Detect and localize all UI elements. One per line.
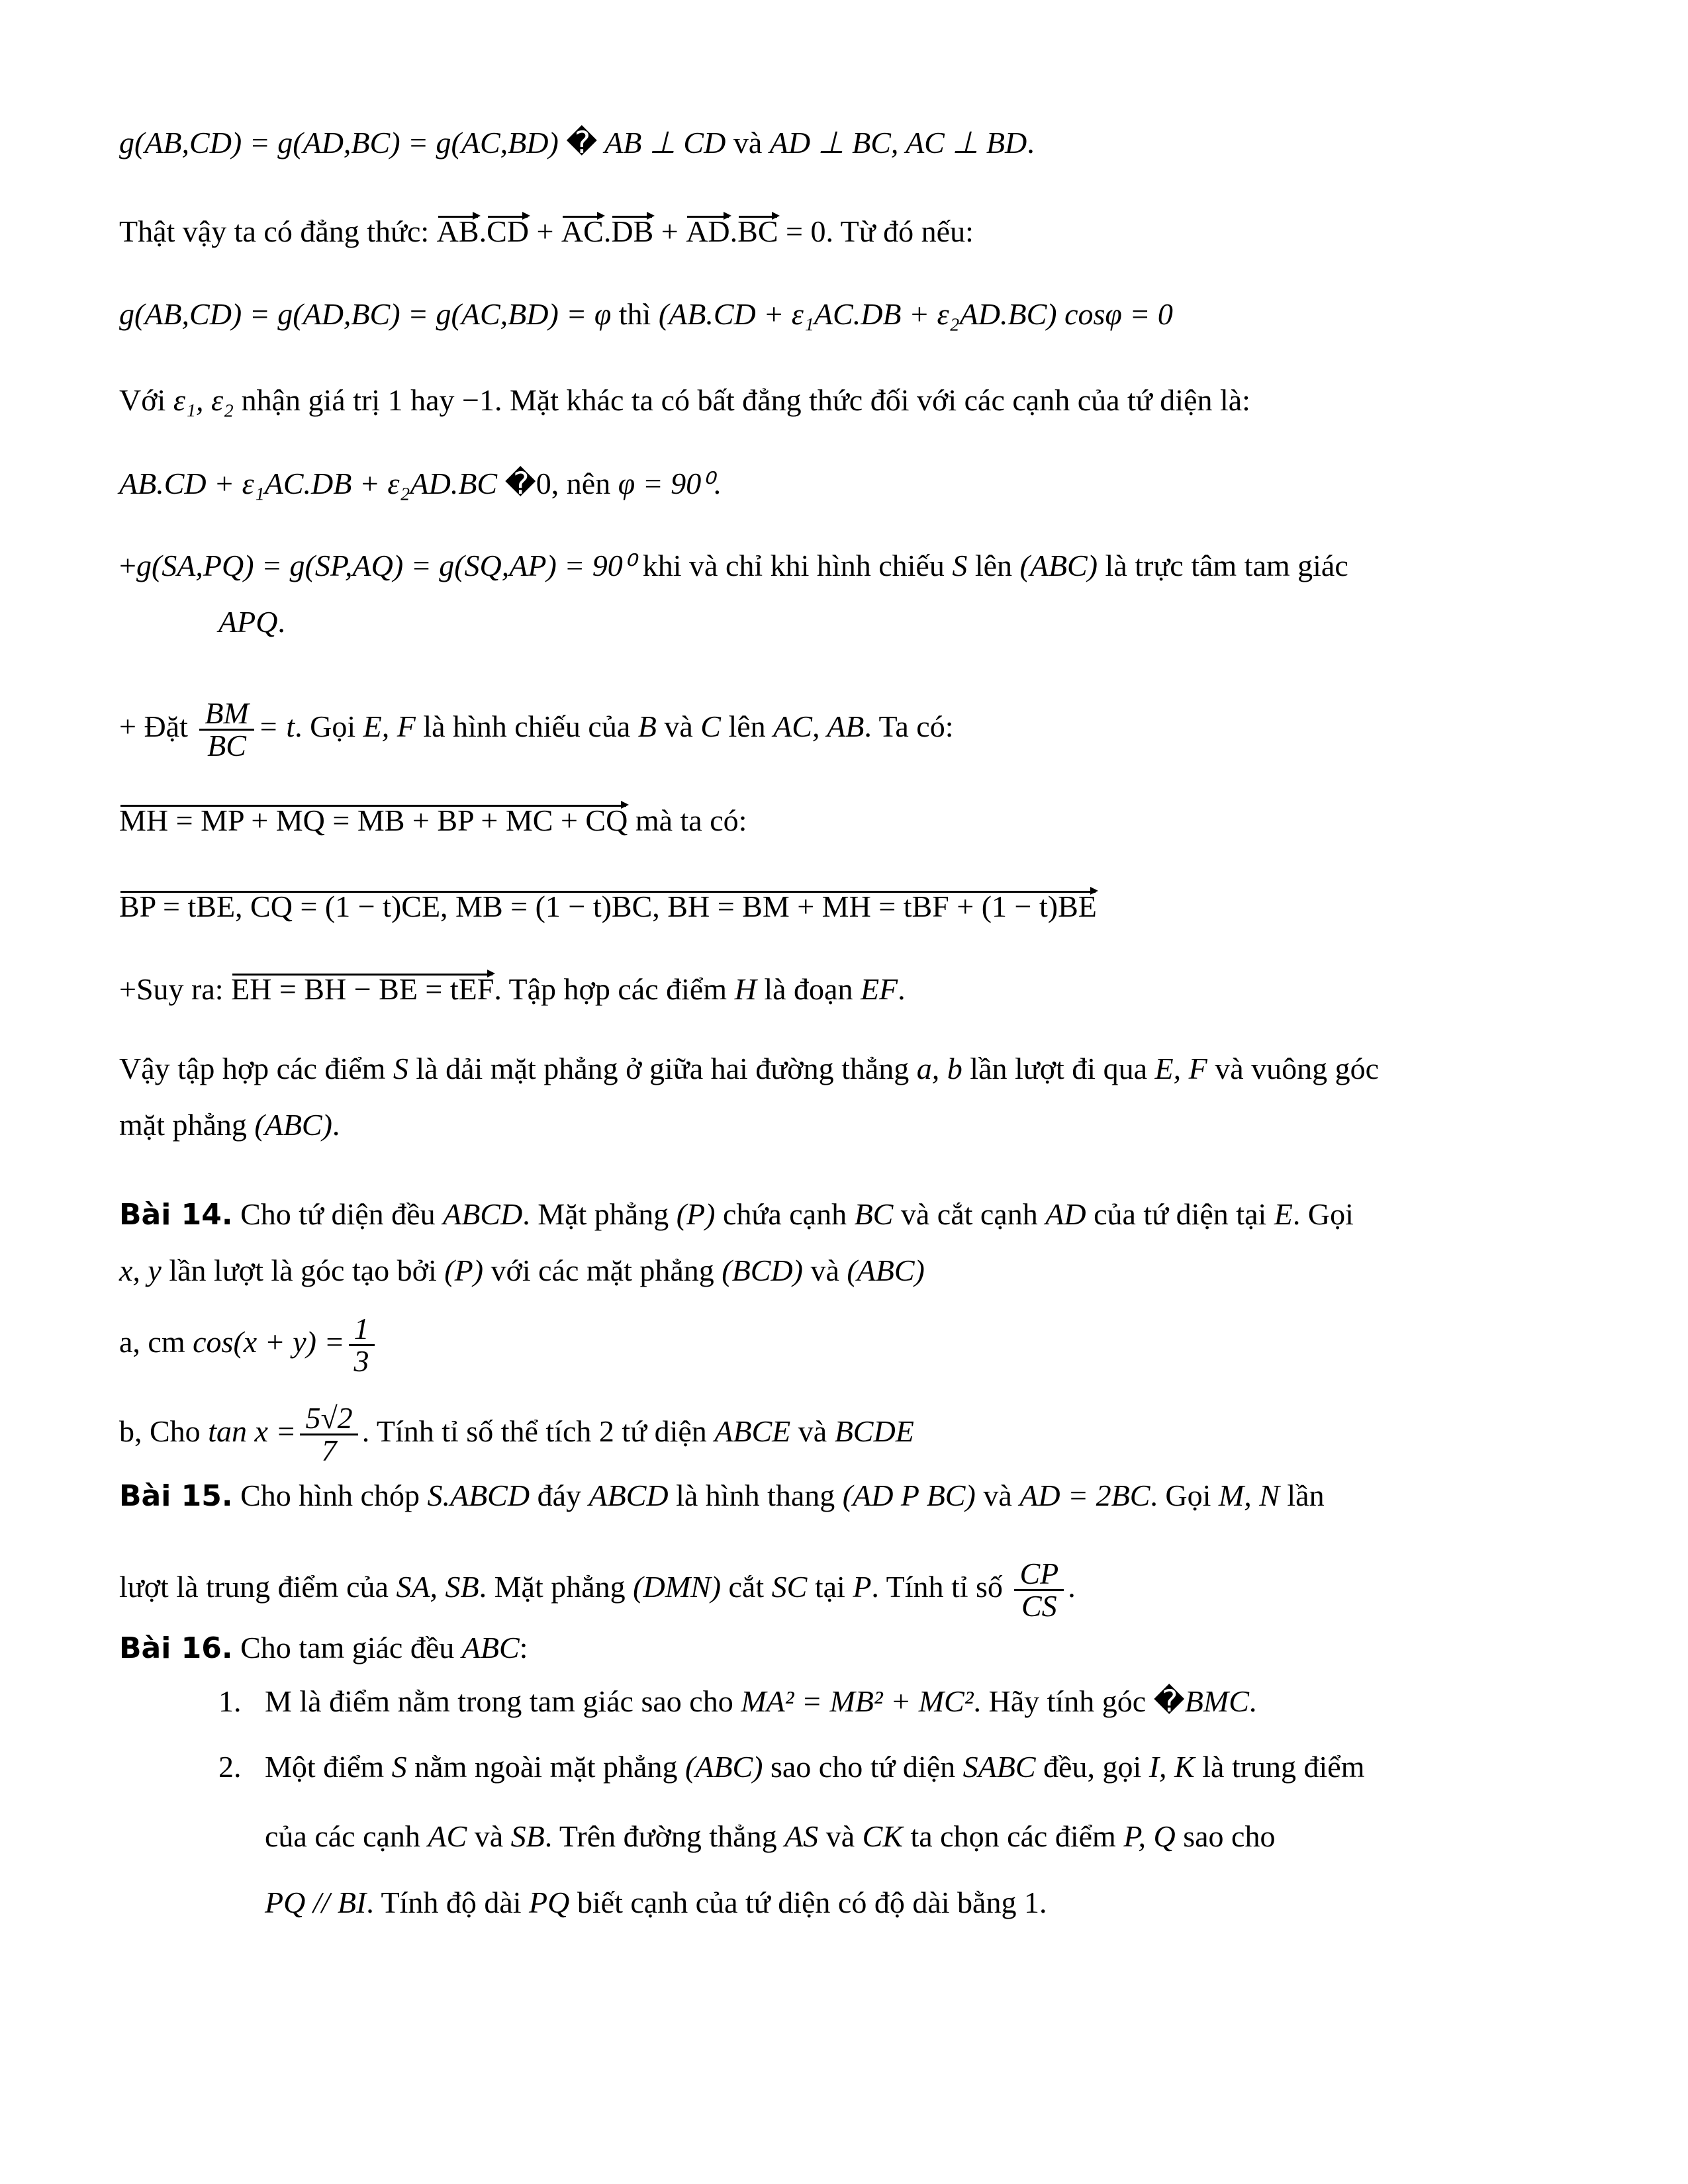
text-va: và <box>467 1819 511 1853</box>
text: M là điểm nằm trong tam giác sao cho <box>265 1684 741 1718</box>
line-11 <box>119 970 906 1009</box>
math-bc: BC <box>854 1197 894 1231</box>
math-apq: APQ <box>218 605 278 639</box>
vector-equation-mh: MH = MP + MQ = MB + BP + MC + CQ <box>119 801 628 841</box>
math-g-phi: g(AB,CD) = g(AD,BC) = g(AC,BD) = φ <box>119 297 612 331</box>
line-5 <box>119 463 721 504</box>
text-thi: thì <box>611 297 659 331</box>
text: tại <box>807 1570 853 1604</box>
math-abc: (ABC) <box>684 1750 763 1784</box>
text: và cắt cạnh <box>893 1197 1046 1231</box>
text: . Mặt phẳng <box>522 1197 677 1231</box>
line-22 <box>218 1747 1365 1787</box>
vector-ab: AB <box>437 212 479 251</box>
text-ma-ta-co: mà ta có: <box>628 803 747 837</box>
text: . Tính độ dài <box>366 1886 530 1919</box>
math-perp-pairs: AD ⊥ BC, AC ⊥ BD <box>769 126 1027 159</box>
line-1 <box>119 122 1035 163</box>
math-ad-par-bc: (AD P BC) <box>842 1479 976 1512</box>
line-2: Thật vậy ta có đẳng thức: AB.CD + AC.DB + AD.BC = 0. Từ đó nếu: <box>119 212 974 251</box>
math-abce: ABCE <box>714 1414 791 1449</box>
fraction-5sqrt2-7 <box>300 1403 357 1466</box>
text-va: và <box>726 126 770 159</box>
text-period: . <box>277 605 285 639</box>
text: sao cho tứ diện <box>763 1750 963 1784</box>
line-3 <box>119 295 1173 334</box>
text: . Gọi <box>1292 1197 1354 1231</box>
text-vay-tap-hop: Vậy tập hợp các điểm <box>119 1052 393 1085</box>
math-e-f: E, F <box>1154 1052 1207 1085</box>
text-vuong-goc: và vuông góc <box>1207 1052 1380 1085</box>
math-tan-x: tan x = <box>208 1414 297 1449</box>
text: là hình thang <box>668 1479 843 1512</box>
text-voi: Với <box>119 383 173 417</box>
math-ac-ab: AC, AB <box>773 709 865 744</box>
line-24 <box>265 1883 1047 1923</box>
fraction-bm-bc <box>199 698 254 761</box>
math-ab-perp-cd: AB ⊥ CD <box>597 126 726 159</box>
text: Một điểm <box>265 1750 392 1784</box>
math-dmn: (DMN) <box>633 1570 722 1604</box>
math-a-b: a, b <box>916 1052 962 1085</box>
text-period: . <box>1248 1684 1257 1718</box>
fraction-numerator: 5√2 <box>300 1403 357 1435</box>
text: đều, gọi <box>1035 1750 1149 1784</box>
text: nằm ngoài mặt phẳng <box>406 1750 685 1784</box>
math-sb: SB <box>510 1819 545 1853</box>
math-ac: AC <box>428 1819 467 1853</box>
math-b: B <box>637 709 657 744</box>
text: cắt <box>721 1570 772 1604</box>
problem-14-label: Bài 14. <box>119 1198 233 1232</box>
text: là trung điểm <box>1194 1750 1365 1784</box>
vector-ad: AD <box>686 212 729 251</box>
math-p: (P) <box>444 1253 484 1287</box>
text-va: và <box>818 1819 863 1853</box>
text: với các mặt phẳng <box>483 1253 722 1287</box>
line-8 <box>119 698 954 761</box>
text-dat: + Đặt <box>119 709 196 744</box>
fraction-numerator: BM <box>199 698 254 731</box>
vector-bc: BC <box>737 212 778 251</box>
text-period: . <box>1068 1570 1076 1604</box>
math-abc: (ABC) <box>254 1108 332 1142</box>
math-sc: SC <box>771 1570 808 1604</box>
text: . Tính tỉ số <box>871 1570 1011 1604</box>
text-va: và <box>790 1414 835 1449</box>
line-6 <box>119 546 1348 586</box>
text-tu-do: . Từ đó nếu: <box>825 214 974 248</box>
line-20 <box>119 1628 528 1668</box>
text-nhan-gia-tri: nhận giá trị <box>234 383 388 417</box>
math-ad-2bc: AD = 2BC <box>1019 1479 1150 1512</box>
math-bcde: BCDE <box>834 1414 914 1449</box>
problem-15-label: Bài 15. <box>119 1479 233 1513</box>
text: của các cạnh <box>265 1819 428 1853</box>
math-s: S <box>393 1052 408 1085</box>
math-abcd: ABCD <box>443 1197 523 1231</box>
vector-db: DB <box>611 212 653 251</box>
text: đáy <box>530 1479 589 1512</box>
text: lần lượt là góc tạo bởi <box>161 1253 445 1287</box>
text-suy-ra: +Suy ra: <box>119 972 232 1006</box>
math-bmc: BMC <box>1184 1684 1249 1718</box>
line-15 <box>119 1251 925 1291</box>
line-12 <box>119 1049 1379 1089</box>
line-10 <box>119 887 1097 927</box>
text-len: lên <box>967 549 1020 582</box>
math-values: 1 hay −1 <box>387 383 494 417</box>
line-17 <box>119 1403 914 1466</box>
math-e-f: E, F <box>363 709 416 744</box>
fraction-denominator: BC <box>207 729 246 762</box>
text: . Trên đường thẳng <box>544 1819 785 1853</box>
text: sao cho <box>1175 1819 1276 1853</box>
fraction-denominator: 7 <box>321 1433 337 1467</box>
problem-16-label: Bài 16. <box>119 1631 233 1665</box>
text: của tứ diện tại <box>1086 1197 1274 1231</box>
math-h: H <box>734 972 757 1006</box>
math-p-q: P, Q <box>1123 1819 1176 1853</box>
vector-equations-bp: BP = tBE, CQ = (1 − t)CE, MB = (1 − t)BC, BH = BM + MH = tBF + (1 − t)BE <box>119 887 1097 927</box>
list-number: 2. <box>218 1750 242 1784</box>
text-that-vay: Thật vậy ta có đẳng thức: <box>119 214 437 248</box>
fraction-numerator: CP <box>1014 1559 1064 1591</box>
text-tap-hop: . Tập hợp các điểm <box>494 972 735 1006</box>
text: . Hãy tính góc <box>973 1684 1154 1718</box>
line-19 <box>119 1559 1076 1621</box>
text: biết cạnh của tứ diện có độ dài bằng 1. <box>569 1886 1047 1919</box>
text-mat-phang: mặt phẳng <box>119 1108 255 1142</box>
text: Cho tam giác đều <box>232 1631 462 1664</box>
text: Cho hình chóp <box>232 1479 428 1512</box>
math-g-equal: g(AB,CD) = g(AD,BC) = g(AC,BD) <box>119 126 567 159</box>
text-period: . <box>1027 126 1035 159</box>
math-abcd: ABCD <box>588 1479 669 1512</box>
text-truc-tam: là trực tâm tam giác <box>1098 549 1348 582</box>
text: . Gọi <box>1150 1479 1219 1512</box>
text-colon: : <box>519 1631 528 1664</box>
math-s: S <box>391 1750 407 1784</box>
math-pq: PQ <box>529 1886 570 1919</box>
math-sa-sb: SA, SB <box>396 1570 479 1604</box>
vector-ac: AC <box>561 212 604 251</box>
vector-equation-eh: EH = BH − BE = tEF <box>231 970 494 1009</box>
math-pq-par-bi: PQ // BI <box>265 1886 367 1919</box>
math-m-n: M, N <box>1218 1479 1280 1512</box>
fraction-denominator: CS <box>1021 1589 1057 1623</box>
math-abc: ABC <box>461 1631 520 1664</box>
math-p: P <box>853 1570 872 1604</box>
replacement-char: � <box>504 465 536 501</box>
fraction-numerator: 1 <box>349 1314 375 1346</box>
line-4 <box>119 381 1250 420</box>
line-18 <box>119 1476 1325 1516</box>
fraction-one-third <box>349 1314 375 1377</box>
math-ad: AD <box>1045 1197 1086 1231</box>
math-g-sa-pq: g(SA,PQ) = g(SP,AQ) = g(SQ,AP) = 90⁰ <box>136 549 635 582</box>
vector-cd: CD <box>487 212 529 251</box>
line-9 <box>119 801 747 841</box>
fraction-denominator: 3 <box>353 1344 369 1378</box>
math-bcd: (BCD) <box>722 1253 803 1287</box>
text: . Mặt phẳng <box>479 1570 633 1604</box>
line-23 <box>265 1817 1275 1856</box>
text-ta-co: . Ta có: <box>864 709 954 744</box>
text-len: lên <box>720 709 774 744</box>
text-la-doan: là đoạn <box>756 972 861 1006</box>
text-khi-va-chi-khi: khi và chỉ khi hình chiếu <box>635 549 953 582</box>
text-eq-zero: = 0 <box>778 214 826 248</box>
text-va: và <box>802 1253 847 1287</box>
math-phi-90: φ = 90⁰ <box>618 467 714 500</box>
text-plus: + <box>119 549 136 582</box>
math-ma2: MA² = MB² + MC² <box>741 1684 974 1718</box>
text-period: . <box>332 1108 340 1142</box>
text: lần <box>1279 1479 1325 1512</box>
text: chứa cạnh <box>715 1197 855 1231</box>
math-ck: CK <box>862 1819 903 1853</box>
line-7 <box>218 602 285 642</box>
math-p: (P) <box>676 1197 716 1231</box>
fraction-cp-cs <box>1014 1559 1064 1621</box>
text: lượt là trung điểm của <box>119 1570 397 1604</box>
math-as: AS <box>784 1819 819 1853</box>
text-b-cho: b, Cho <box>119 1414 209 1449</box>
math-abc: (ABC) <box>1019 549 1098 582</box>
math-abc: (ABC) <box>847 1253 925 1287</box>
math-i-k: I, K <box>1149 1750 1195 1784</box>
text: ta chọn các điểm <box>902 1819 1124 1853</box>
math-sabc: SABC <box>962 1750 1036 1784</box>
math-zero: 0 <box>536 467 551 500</box>
text-hinh-chieu: là hình chiếu của <box>415 709 638 744</box>
math-c: C <box>700 709 721 744</box>
math-x-y: x, y <box>119 1253 162 1287</box>
math-eps: ε₁, ε₂ <box>173 383 234 417</box>
text-va: và <box>656 709 701 744</box>
replacement-char: � <box>566 124 598 160</box>
text-lan-luot: lần lượt đi qua <box>962 1052 1155 1085</box>
math-inequality: AB.CD + ε₁AC.DB + ε₂AD.BC <box>119 467 505 500</box>
text-dai-mat-phang: là dải mặt phẳng ở giữa hai đường thẳng <box>408 1052 917 1085</box>
math-cos-xy: cos(x + y) = <box>193 1325 345 1359</box>
math-ef: EF <box>860 972 898 1006</box>
line-14 <box>119 1195 1354 1235</box>
line-21 <box>218 1681 1256 1721</box>
replacement-char: � <box>1153 1683 1185 1719</box>
line-16 <box>119 1314 379 1377</box>
text-period: . <box>713 467 722 500</box>
text-mat-khac: . Mặt khác ta có bất đẳng thức đối với các cạnh của tứ diện là: <box>494 383 1250 417</box>
list-number: 1. <box>218 1684 242 1718</box>
text: Cho tứ diện đều <box>232 1197 444 1231</box>
text: . Tính tỉ số thể tích 2 tứ diện <box>361 1414 715 1449</box>
line-13 <box>119 1105 340 1145</box>
text-va: và <box>975 1479 1020 1512</box>
text-nen: , nên <box>551 467 618 500</box>
math-e: E <box>1274 1197 1293 1231</box>
math-sabcd: S.ABCD <box>427 1479 530 1512</box>
text-goi: . Gọi <box>295 709 363 744</box>
math-s: S <box>952 549 968 582</box>
math-cos-phi: (AB.CD + ε₁AC.DB + ε₂AD.BC) cosφ = 0 <box>658 297 1173 331</box>
math-eq-t: = t <box>258 709 295 744</box>
text-period: . <box>898 972 906 1006</box>
text-a-cm: a, cm <box>119 1325 193 1359</box>
